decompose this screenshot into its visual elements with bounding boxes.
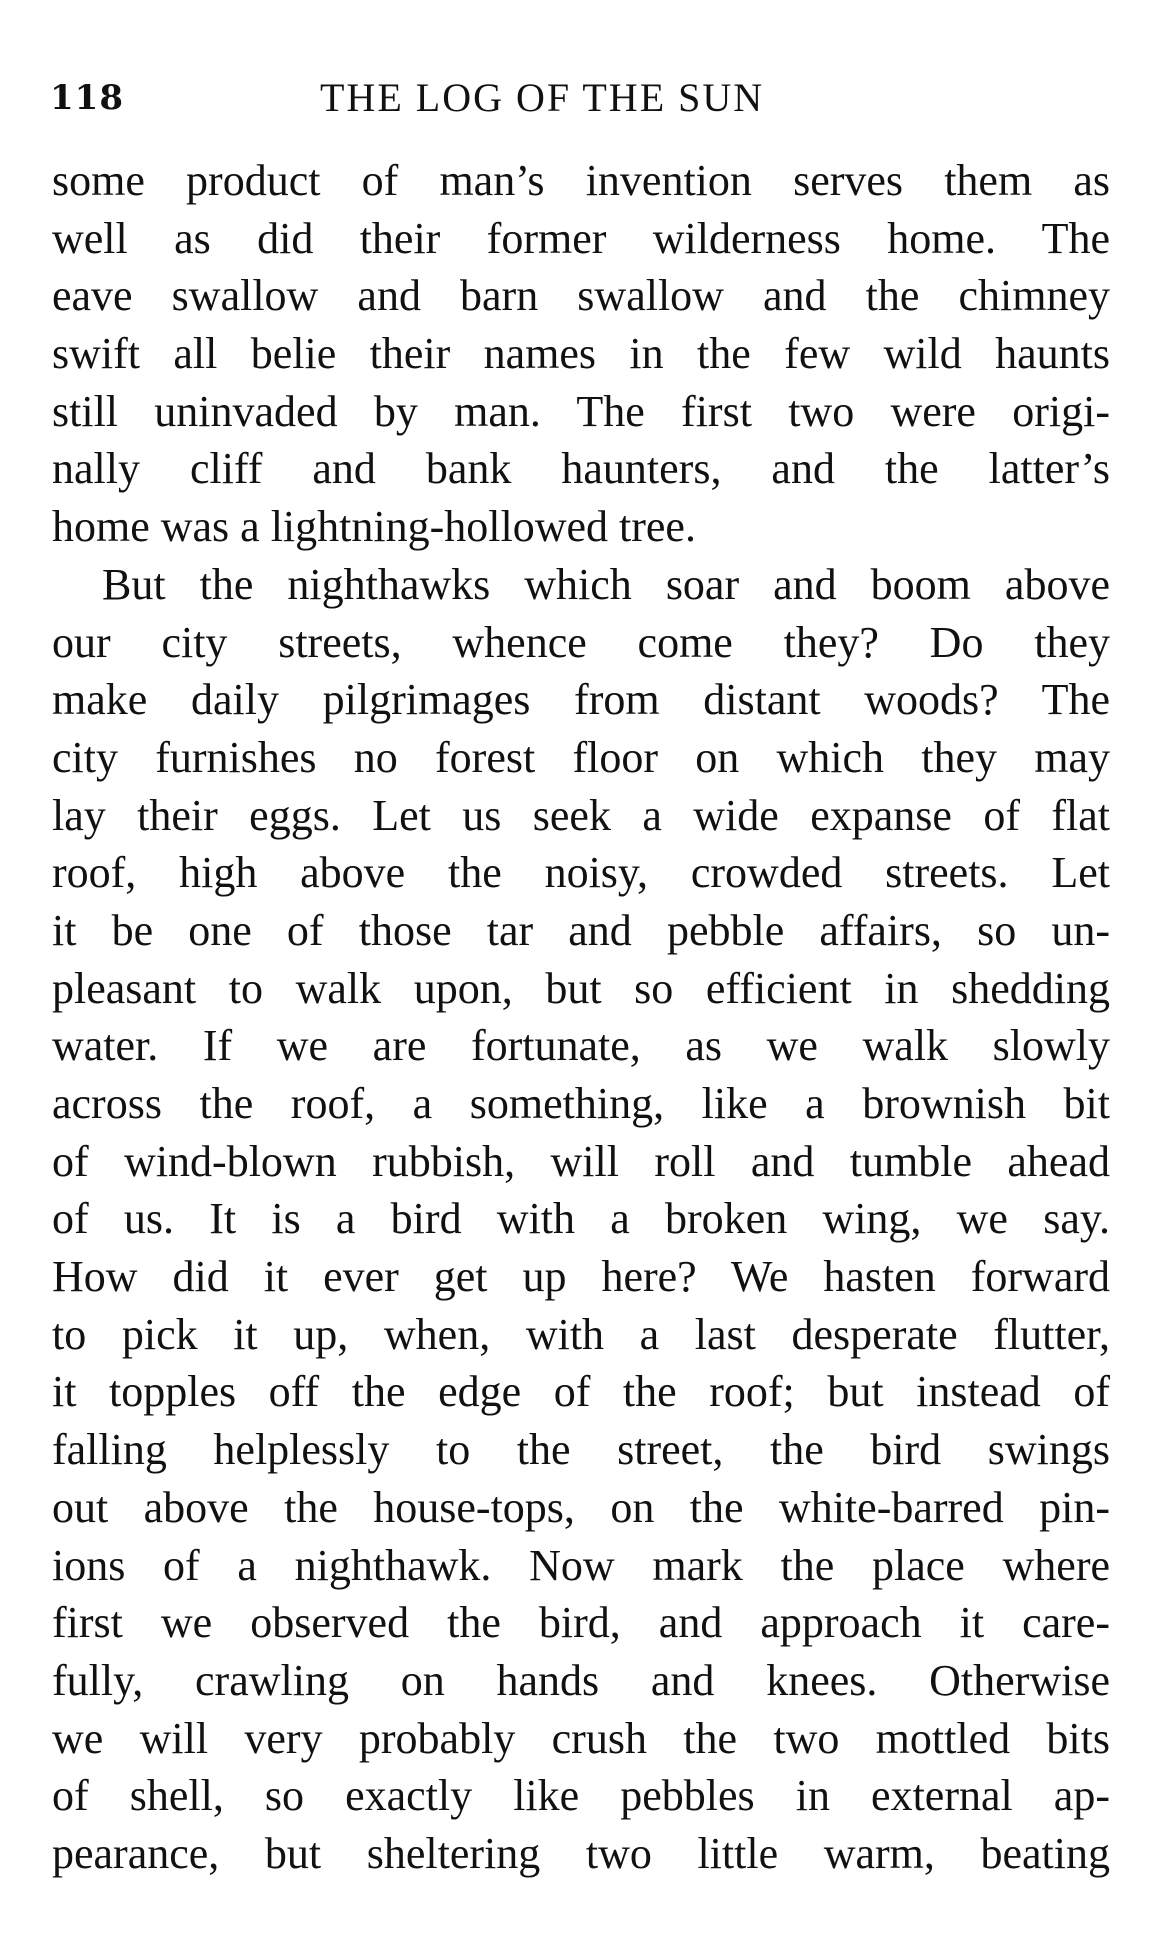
text-line: our city streets, whence come they? Do they [52, 617, 1110, 667]
text-line: across the roof, a something, like a brownish bit [52, 1079, 1110, 1128]
text-line: ions of a nighthawk. Now mark the place where [52, 1540, 1110, 1590]
text-line: water. If we are fortunate, as we walk slowly [52, 1021, 1110, 1071]
paragraph-1 [52, 152, 1110, 556]
text-line: roof, high above the noisy, crowded streets. Let [52, 848, 1110, 898]
text-line: of shell, so exactly like pebbles in external ap- [52, 1771, 1110, 1821]
running-title: THE LOG OF THE SUN [320, 75, 765, 120]
text-line: still uninvaded by man. The first two were origi- [52, 386, 1110, 436]
text-line: we will very probably crush the two mottled bits [52, 1713, 1110, 1763]
text-line: How did it ever get up here? We hasten forward [52, 1252, 1110, 1302]
text-line: But the nighthawks which soar and boom above [102, 559, 1110, 609]
text-line: to pick it up, when, with a last desperate flutter, [52, 1309, 1110, 1359]
body-text [52, 152, 1110, 1883]
text-line: falling helplessly to the street, the bird swings [52, 1425, 1110, 1475]
text-line: of wind-blown rubbish, will roll and tumble ahead [52, 1136, 1110, 1186]
text-line: of us. It is a bird with a broken wing, we say. [52, 1194, 1110, 1244]
text-line: nally cliff and bank haunters, and the latter’s [52, 444, 1110, 494]
text-line: fully, crawling on hands and knees. Otherwise [52, 1655, 1110, 1705]
text-line: it topples off the edge of the roof; but instead of [52, 1367, 1110, 1417]
text-line: well as did their former wilderness home. The [52, 213, 1110, 263]
text-line: pearance, but sheltering two little warm, beating [52, 1828, 1110, 1878]
text-line: pleasant to walk upon, but so efficient in shedding [52, 963, 1110, 1013]
text-line: swift all belie their names in the few wild haunts [52, 329, 1110, 379]
text-line: make daily pilgrimages from distant woods? The [52, 675, 1110, 725]
text-line: lay their eggs. Let us seek a wide expanse of flat [52, 790, 1110, 840]
text-line: it be one of those tar and pebble affairs, so un- [52, 905, 1110, 955]
page-number: 118 [50, 78, 124, 118]
text-line: eave swallow and barn swallow and the chimney [52, 271, 1110, 321]
text-line: out above the house-tops, on the white-barred pin- [52, 1482, 1110, 1532]
text-line: some product of man’s invention serves them as [52, 156, 1110, 205]
running-head [50, 68, 1108, 128]
paragraph-2 [52, 556, 1110, 1883]
text-line: city furnishes no forest floor on which they may [52, 732, 1110, 782]
text-line: first we observed the bird, and approach it care- [52, 1598, 1110, 1648]
text-line: home was a lightning-hollowed tree. [52, 502, 696, 552]
